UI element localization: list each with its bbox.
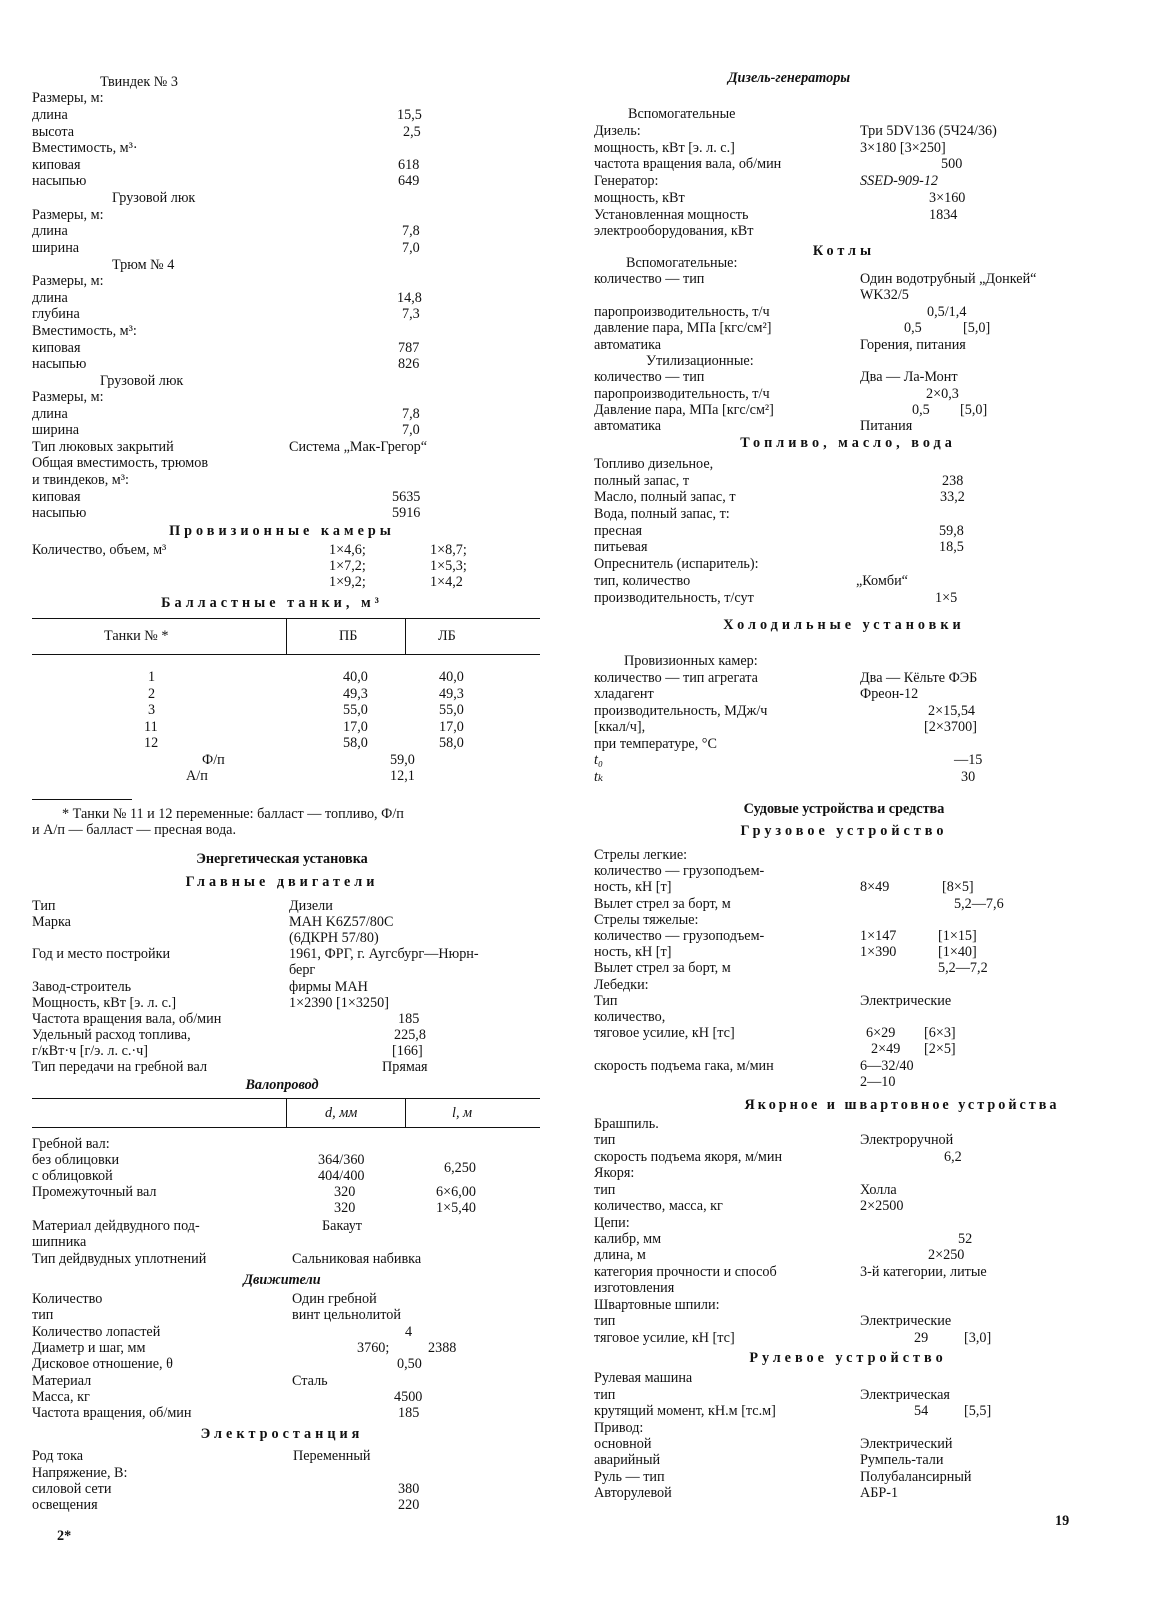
cell: 17,0 — [439, 719, 464, 735]
value: 3760; — [357, 1340, 390, 1356]
value: [8×5] — [942, 879, 974, 895]
value: 1×390 — [860, 944, 897, 960]
column-header: d, мм — [325, 1105, 358, 1121]
value: 5,2—7,6 — [954, 896, 1004, 912]
value: 618 — [398, 157, 420, 173]
label: ность, кН [т] — [594, 879, 672, 895]
value: 5,2—7,2 — [938, 960, 988, 976]
label: электрооборудования, кВт — [594, 223, 754, 239]
label: Дизель: — [594, 123, 641, 139]
label: с облицовкой — [32, 1168, 113, 1184]
footnote: * Танки № 11 и 12 переменные: балласт — топливо, Ф/п — [62, 806, 404, 822]
value: 320 — [334, 1200, 356, 1216]
value: 52 — [958, 1231, 973, 1247]
label: Тип — [32, 898, 56, 914]
label: питьевая — [594, 539, 648, 555]
value: 15,5 — [397, 107, 422, 123]
label: Размеры, м: — [32, 207, 104, 223]
label: Тип люковых закрытий — [32, 439, 174, 455]
label: Гребной вал: — [32, 1136, 110, 1152]
label: тяговое усилие, кН [тс] — [594, 1330, 735, 1346]
label: Частота вращения, об/мин — [32, 1405, 192, 1421]
value: 2388 — [428, 1340, 457, 1356]
label: тип, количество — [594, 573, 691, 589]
value: Сальниковая набивка — [292, 1251, 422, 1267]
section-main-engines: Главные двигатели — [185, 874, 379, 890]
label: длина — [32, 107, 68, 123]
label: Мощность, кВт [э. л. с.] — [32, 995, 177, 1011]
label: Стрелы тяжелые: — [594, 912, 699, 928]
value: [1×15] — [938, 928, 977, 944]
label: длина — [32, 223, 68, 239]
label: тяговое усилие, кН [тс] — [594, 1025, 735, 1041]
cell: 59,0 — [390, 752, 415, 768]
value: 320 — [334, 1184, 356, 1200]
hold-4-title: Трюм № 4 — [112, 257, 175, 273]
label: Частота вращения вала, об/мин — [32, 1011, 222, 1027]
value: 6×6,00 — [436, 1184, 476, 1200]
value: 2,5 — [403, 124, 421, 140]
label: длина — [32, 290, 68, 306]
value: Дизели — [289, 898, 333, 914]
value: [1×40] — [938, 944, 977, 960]
value: 59,8 — [939, 523, 964, 539]
label: Рулевая машина — [594, 1370, 693, 1386]
value: Бакаут — [322, 1218, 362, 1234]
value: 7,8 — [402, 223, 420, 239]
value: Сталь — [292, 1373, 328, 1389]
value: Один водотрубный „Донкей“ — [860, 271, 1037, 287]
cell: 40,0 — [439, 669, 464, 685]
label: количество — тип агрегата — [594, 670, 758, 686]
label: Марка — [32, 914, 71, 930]
label: Руль — тип — [594, 1469, 665, 1485]
value: 0,5 — [912, 402, 930, 418]
label: количество — грузоподъем- — [594, 928, 765, 944]
value: Система „Мак-Грегор“ — [289, 439, 428, 455]
value: 185 — [398, 1405, 420, 1421]
value: 33,2 — [940, 489, 965, 505]
cell: 58,0 — [439, 735, 464, 751]
section-power-station: Электростанция — [200, 1426, 364, 1442]
section-shaft-line: Валопровод — [245, 1077, 319, 1093]
label: Тип дейдвудных уплотнений — [32, 1251, 207, 1267]
value: 4500 — [394, 1389, 423, 1405]
label: Завод-строитель — [32, 979, 132, 995]
label: киповая — [32, 157, 81, 173]
value: 380 — [398, 1481, 420, 1497]
label: тип — [594, 1313, 616, 1329]
label: Вместимость, м³: — [32, 323, 137, 339]
label: [ккал/ч], — [594, 719, 646, 735]
cell: 2 — [148, 686, 156, 702]
label: количество, — [594, 1009, 666, 1025]
label: Вылет стрел за борт, м — [594, 960, 731, 976]
value: 4 — [405, 1324, 413, 1340]
section-propulsors: Движители — [243, 1272, 321, 1288]
value: 7,8 — [402, 406, 420, 422]
label: Вместимость, м³· — [32, 140, 138, 156]
section-steering: Рулевое устройство — [749, 1350, 947, 1366]
section-anchor-mooring: Якорное и швартовное устройства — [744, 1097, 1060, 1113]
value: 5635 — [392, 489, 421, 505]
column-header: l, м — [452, 1105, 473, 1121]
value: SSED-909-12 — [860, 173, 939, 189]
label: полный запас, т — [594, 473, 690, 489]
value: 1961, ФРГ, г. Аугсбург—Нюрн- — [289, 946, 479, 962]
label: Масло, полный запас, т — [594, 489, 736, 505]
section-ballast-tanks: Балластные танки, м³ — [161, 595, 383, 611]
value: 225,8 — [394, 1027, 426, 1043]
value: 0,50 — [397, 1356, 422, 1372]
label: освещения — [32, 1497, 98, 1513]
label: Диаметр и шаг, мм — [32, 1340, 146, 1356]
value: Электрические — [860, 1313, 952, 1329]
hatch-title: Грузовой люк — [100, 373, 184, 389]
label: изготовления — [594, 1280, 675, 1296]
value: 826 — [398, 356, 420, 372]
value: 5916 — [392, 505, 421, 521]
label: и твиндеков, м³: — [32, 472, 129, 488]
label: пресная — [594, 523, 643, 539]
label: количество — грузоподъем- — [594, 863, 765, 879]
value: —15 — [954, 752, 983, 768]
value: 0,5 — [904, 320, 922, 336]
label: Количество — [32, 1291, 103, 1307]
label: Швартовные шпили: — [594, 1297, 720, 1313]
value: Два — Кёльте ФЭБ — [860, 670, 978, 686]
label: Тип передачи на гребной вал — [32, 1059, 208, 1075]
label: Общая вместимость, трюмов — [32, 455, 209, 471]
column-header: ПБ — [339, 628, 358, 644]
value: Прямая — [382, 1059, 428, 1075]
value: 8×49 — [860, 879, 890, 895]
label: тип — [32, 1307, 54, 1323]
label: насыпью — [32, 505, 87, 521]
value: 185 — [398, 1011, 420, 1027]
label: Лебедки: — [594, 977, 649, 993]
value: „Комби“ — [856, 573, 908, 589]
cell: 17,0 — [343, 719, 368, 735]
value: 500 — [941, 156, 963, 172]
value: 2×250 — [928, 1247, 965, 1263]
label: аварийный — [594, 1452, 661, 1468]
section-cargo-gear: Грузовое устройство — [740, 823, 948, 839]
label: киповая — [32, 489, 81, 505]
value: фирмы МАН — [289, 979, 368, 995]
cell: 12 — [144, 735, 159, 751]
cell: 11 — [144, 719, 158, 735]
label: шипника — [32, 1234, 87, 1250]
label: при температуре, °С — [594, 736, 717, 752]
label: автоматика — [594, 418, 662, 434]
section-fuel-oil-water: Топливо, масло, вода — [740, 435, 956, 451]
cell: 55,0 — [343, 702, 368, 718]
value: берг — [289, 962, 316, 978]
label: силовой сети — [32, 1481, 112, 1497]
cell: Ф/п — [202, 752, 225, 768]
value: [166] — [392, 1043, 423, 1059]
section-provision-chambers: Провизионные камеры — [169, 523, 395, 539]
section-power-plant: Энергетическая установка — [196, 851, 368, 867]
twindeck-3-title: Твиндек № 3 — [100, 74, 178, 90]
subsection-provision: Провизионных камер: — [624, 653, 758, 669]
label: Количество, объем, м³ — [32, 542, 167, 558]
label: Генератор: — [594, 173, 659, 189]
value: 238 — [942, 473, 964, 489]
label: тип — [594, 1387, 616, 1403]
label: производительность, МДж/ч — [594, 703, 768, 719]
value: WK32/5 — [860, 287, 909, 303]
page-number: 19 — [1055, 1513, 1070, 1529]
label: паропроизводительность, т/ч — [594, 304, 770, 320]
value: 787 — [398, 340, 420, 356]
value: 1834 — [929, 207, 958, 223]
label: ширина — [32, 422, 80, 438]
signature-mark: 2* — [57, 1528, 72, 1544]
value: Электрические — [860, 993, 952, 1009]
value: 1×4,2 — [430, 574, 463, 590]
value: Питания — [860, 418, 913, 434]
value: 54 — [914, 1403, 929, 1419]
value: [2×5] — [924, 1041, 956, 1057]
value: Полубалансирный — [860, 1469, 972, 1485]
label: Брашпиль. — [594, 1116, 659, 1132]
value: 2×49 — [871, 1041, 901, 1057]
cell: А/п — [186, 768, 208, 784]
value: 30 — [961, 769, 976, 785]
label: Стрелы легкие: — [594, 847, 688, 863]
label: г/кВт·ч [г/э. л. с.·ч] — [32, 1043, 148, 1059]
label: крутящий момент, кН.м [тс.м] — [594, 1403, 776, 1419]
label: количество — тип — [594, 271, 705, 287]
label: мощность, кВт [э. л. с.] — [594, 140, 735, 156]
label: автоматика — [594, 337, 662, 353]
cell: 1 — [148, 669, 156, 685]
value: 7,0 — [402, 422, 420, 438]
label: Материал дейдвудного под- — [32, 1218, 200, 1234]
label: Дисковое отношение, θ — [32, 1356, 173, 1372]
subsection-util: Утилизационные: — [646, 353, 754, 369]
value: Фреон-12 — [860, 686, 919, 702]
value: (6ДКРН 57/80) — [289, 930, 379, 946]
label: Материал — [32, 1373, 92, 1389]
cell: 49,3 — [439, 686, 464, 702]
label: Масса, кг — [32, 1389, 90, 1405]
section-refrigeration: Холодильные установки — [723, 617, 965, 633]
label: насыпью — [32, 173, 87, 189]
label: давление пара, МПа [кгс/см²] — [594, 320, 772, 336]
label: Опреснитель (испаритель): — [594, 556, 759, 572]
value: [5,0] — [960, 402, 988, 418]
running-header: Дизель-генераторы — [727, 70, 851, 86]
label: Якоря: — [594, 1165, 635, 1181]
value: [3,0] — [964, 1330, 992, 1346]
value: [6×3] — [924, 1025, 956, 1041]
value: 3×180 [3×250] — [860, 140, 946, 156]
footnote: и А/п — балласт — пресная вода. — [32, 822, 237, 838]
value: винт цельнолитой — [292, 1307, 401, 1323]
label: высота — [32, 124, 75, 140]
value: 1×2390 [1×3250] — [289, 995, 389, 1011]
label: количество, масса, кг — [594, 1198, 723, 1214]
cell: 58,0 — [343, 735, 368, 751]
label: калибр, мм — [594, 1231, 662, 1247]
value: 2×0,3 — [926, 386, 959, 402]
label: хладагент — [594, 686, 654, 702]
section-ship-devices: Судовые устройства и средства — [743, 801, 945, 817]
label: основной — [594, 1436, 652, 1452]
value: 0,5/1,4 — [927, 304, 967, 320]
value: Электроручной — [860, 1132, 954, 1148]
label: длина — [32, 406, 68, 422]
value: 220 — [398, 1497, 420, 1513]
value: Горения, питания — [860, 337, 966, 353]
label: скорость подъема гака, м/мин — [594, 1058, 774, 1074]
value: 1×4,6; — [329, 542, 366, 558]
label: киповая — [32, 340, 81, 356]
label: Размеры, м: — [32, 273, 104, 289]
value: 3-й категории, литые — [860, 1264, 987, 1280]
label: Год и место постройки — [32, 946, 171, 962]
value: Один гребной — [292, 1291, 377, 1307]
cell: 40,0 — [343, 669, 368, 685]
value: 1×9,2; — [329, 574, 366, 590]
value: 1×5,3; — [430, 558, 467, 574]
label: тип — [594, 1132, 616, 1148]
value: Переменный — [293, 1448, 371, 1464]
value: 364/360 — [318, 1152, 365, 1168]
label: мощность, кВт — [594, 190, 685, 206]
label: Род тока — [32, 1448, 84, 1464]
label: Установленная мощность — [594, 207, 749, 223]
label: Вылет стрел за борт, м — [594, 896, 731, 912]
value: Два — Ла-Монт — [860, 369, 958, 385]
value: 1×5,40 — [436, 1200, 476, 1216]
subsection-aux: Вспомогательные: — [626, 255, 738, 271]
label: Размеры, м: — [32, 90, 104, 106]
cell: 12,1 — [390, 768, 415, 784]
label: Авторулевой — [594, 1485, 672, 1501]
value: 14,8 — [397, 290, 422, 306]
label: Удельный расход топлива, — [32, 1027, 191, 1043]
label: без облицовки — [32, 1152, 120, 1168]
value: 29 — [914, 1330, 929, 1346]
value: Холла — [860, 1182, 897, 1198]
cell: 49,3 — [343, 686, 368, 702]
value: 1×147 — [860, 928, 897, 944]
label: ность, кН [т] — [594, 944, 672, 960]
value: 6—32/40 — [860, 1058, 914, 1074]
value: 1×5 — [935, 590, 958, 606]
label: количество — тип — [594, 369, 705, 385]
value: Электрический — [860, 1436, 953, 1452]
label: скорость подъема якоря, м/мин — [594, 1149, 783, 1165]
value: Электрическая — [860, 1387, 950, 1403]
column-header: Танки № * — [104, 628, 169, 644]
value: АБР-1 — [860, 1485, 899, 1501]
label: tₖ — [594, 769, 604, 785]
value: [2×3700] — [924, 719, 977, 735]
value: 649 — [398, 173, 420, 189]
label: длина, м — [594, 1247, 646, 1263]
value: МАН K6Z57/80C — [289, 914, 394, 930]
label: паропроизводительность, т/ч — [594, 386, 770, 402]
cell: 3 — [148, 702, 156, 718]
label: t₀ — [594, 752, 603, 768]
label: ширина — [32, 240, 80, 256]
aux-title: Вспомогательные — [628, 106, 736, 122]
label: Привод: — [594, 1420, 644, 1436]
label: Тип — [594, 993, 618, 1009]
label: Давление пара, МПа [кгс/см²] — [594, 402, 774, 418]
label: Напряжение, В: — [32, 1465, 128, 1481]
value: 6×29 — [866, 1025, 896, 1041]
value: Румпель-тали — [860, 1452, 944, 1468]
label: Размеры, м: — [32, 389, 104, 405]
cell: 55,0 — [439, 702, 464, 718]
value: [5,0] — [963, 320, 991, 336]
label: тип — [594, 1182, 616, 1198]
label: Топливо дизельное, — [594, 456, 714, 472]
value: 18,5 — [939, 539, 964, 555]
label: насыпью — [32, 356, 87, 372]
label: Количество лопастей — [32, 1324, 161, 1340]
value: 6,250 — [444, 1160, 476, 1176]
value: [5,5] — [964, 1403, 992, 1419]
value: 1×8,7; — [430, 542, 467, 558]
label: Промежуточный вал — [32, 1184, 157, 1200]
value: 1×7,2; — [329, 558, 366, 574]
label: глубина — [32, 306, 80, 322]
value: 2×2500 — [860, 1198, 904, 1214]
label: Вода, полный запас, т: — [594, 506, 730, 522]
section-boilers: Котлы — [812, 243, 876, 259]
label: частота вращения вала, об/мин — [594, 156, 782, 172]
column-header: ЛБ — [438, 628, 456, 644]
label: Цепи: — [594, 1215, 630, 1231]
value: 6,2 — [944, 1149, 962, 1165]
value: 7,3 — [402, 306, 420, 322]
value: 404/400 — [318, 1168, 365, 1184]
label: категория прочности и способ — [594, 1264, 777, 1280]
hatch-title: Грузовой люк — [112, 190, 196, 206]
value: 7,0 — [402, 240, 420, 256]
label: производительность, т/сут — [594, 590, 754, 606]
value: 2—10 — [860, 1074, 896, 1090]
value: 3×160 — [929, 190, 966, 206]
value: Три 5DV136 (5Ч24/36) — [860, 123, 997, 139]
value: 2×15,54 — [928, 703, 976, 719]
